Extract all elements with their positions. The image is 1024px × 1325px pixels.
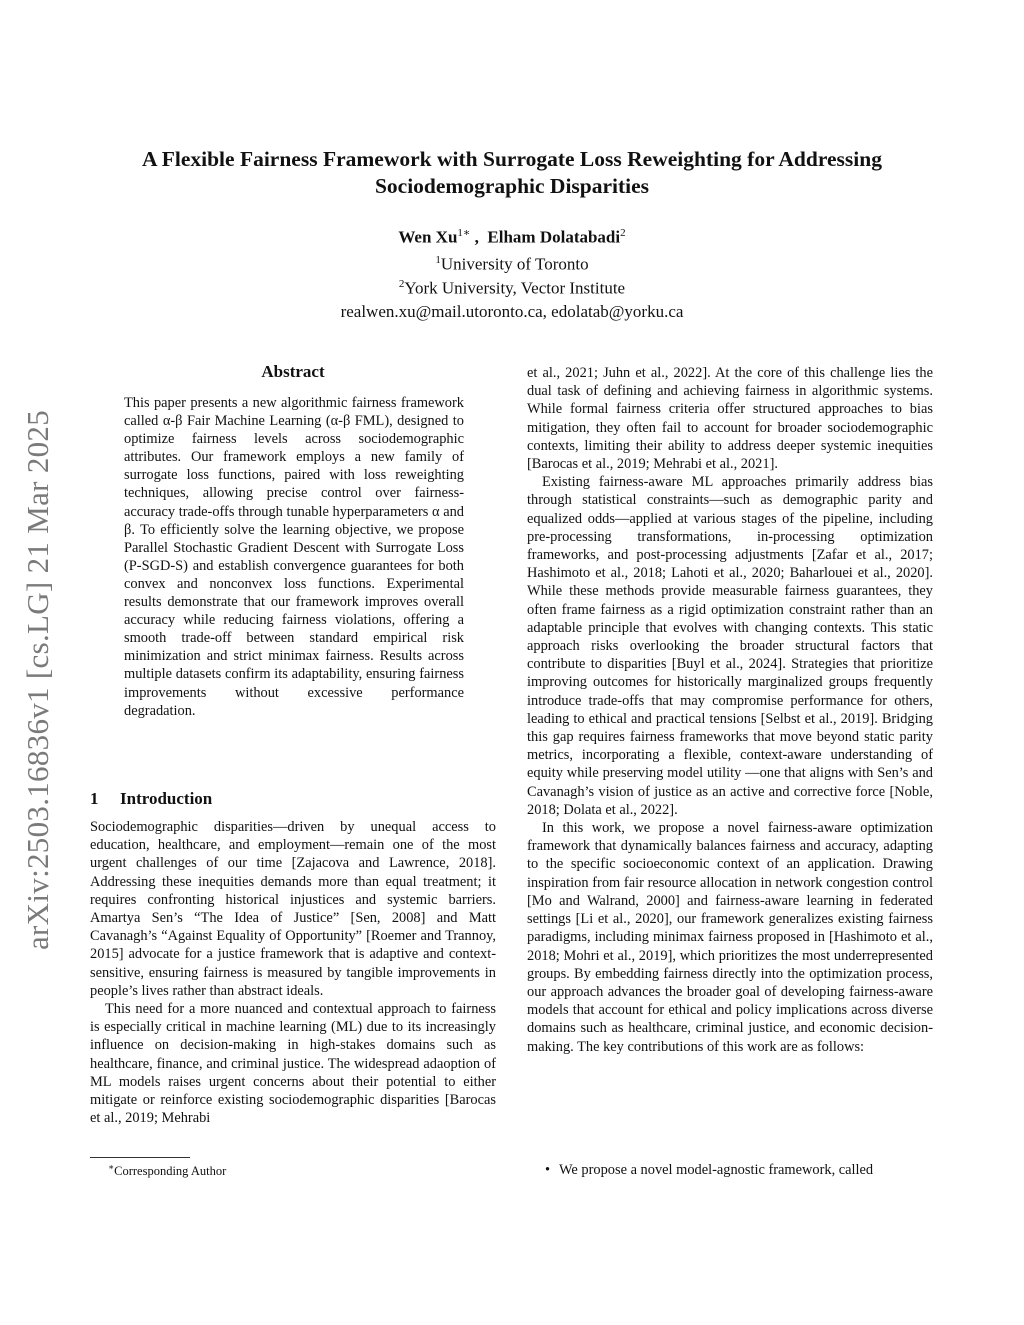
author-1-mark: 1∗ — [457, 227, 471, 239]
arxiv-stamp: arXiv:2503.16836v1 [cs.LG] 21 Mar 2025 — [20, 409, 55, 950]
abstract-heading: Abstract — [261, 362, 325, 381]
author-list — [0, 226, 1024, 248]
footnote-mark: ∗ — [108, 1162, 115, 1172]
affiliation-2-mark: 2 — [398, 278, 405, 290]
right-paragraph-1: et al., 2021; Juhn et al., 2022]. At the core of this challenge lies the dual task of defining and achieving fairness in algorithmic systems. While formal fairness criteria offer structured approaches to bias mitigation, they often fail to account for broader sociodemographic contexts, limiting their ability to address deeper systemic inequities [Barocas et al., 2019; Mehrabi et al., 2021]. — [527, 365, 933, 473]
intro-paragraph-2: This need for a more nuanced and contextual approach to fairness is especially critical in machine learning (ML) due to its increasingly influence on decision-making in high-stakes domains such as healthcare, finance, and criminal justice. The widespread adaoption of ML models raises urgent concerns about their potential to either mitigate or reinforce existing sociodemographic disparities [Barocas et al., 2019; Mehrabi — [90, 1001, 496, 1127]
bullet-dot: • — [545, 1162, 551, 1178]
title-line-2: Sociodemographic Disparities — [374, 174, 650, 198]
author-2-name: Elham Dolatabadi — [487, 227, 621, 247]
section-heading — [90, 789, 212, 809]
author-1-name: Wen Xu — [398, 227, 458, 247]
paper-title — [80, 146, 944, 200]
footnote — [108, 1162, 226, 1179]
contribution-bullet — [545, 1162, 933, 1179]
author-separator: , — [470, 227, 488, 247]
affiliation-2 — [0, 278, 1024, 299]
intro-paragraph-1: Sociodemographic disparities—driven by unequal access to education, healthcare, and employment—remain one of the most urgent challenges of our time [Zajacova and Lawrence, 2018]. Addressing these inequities demands more than equal treatment; it requires confronting historical injustices and systemic barriers. Amartya Sen’s “The Idea of Justice” [Sen, 2008] and Matt Cavanagh’s “Against Equality of Opportunity” [Roemer and Trannoy, 2015] advocate for a justice framework that is adaptive and context-sensitive, ensuring fairness is measured by tangible improvements in people’s lives rather than abstract ideals. — [90, 819, 496, 999]
affiliation-2-text: York University, Vector Institute — [404, 278, 626, 298]
footnote-text: Corresponding Author — [114, 1164, 227, 1179]
bullet-text: We propose a novel model-agnostic framework, called — [559, 1162, 874, 1178]
right-paragraph-2: Existing fairness-aware ML approaches primarily address bias through statistical constraints—such as demographic parity and equalized odds—applied at various stages of the pipeline, including pre-processing transformations, in-processing optimization frameworks, and post-processing adjustments [Zafar et al., 2017; Hashimoto et al., 2018; Lahoti et al., 2020; Baharlouei et al., 2020]. While these methods provide measurable fairness guarantees, they often frame fairness as a rigid optimization constraint rather than an adaptable principle that evolves with changing contexts. This static approach risks overlooking the broader structural factors that contribute to disparities [Buyl et al., 2024]. Strategies that prioritize improving outcomes for historically marginalized groups frequently introduce trade-offs that may compromise performance for others, leading to ethical and practical tensions [Selbst et al., 2019]. Bridging this gap requires fairness frameworks that move beyond static parity metrics, incorporating a flexible, context-aware understanding of equity while preserving model utility —one that aligns with Sen’s and Cavanagh’s vision of justice as an active and corrective force [Noble, 2018; Dolata et al., 2022]. — [527, 474, 933, 818]
left-column-body — [90, 818, 496, 1127]
section-title: Introduction — [120, 789, 213, 808]
affiliation-1-mark: 1 — [435, 254, 441, 266]
section-number: 1 — [90, 789, 99, 808]
author-emails: realwen.xu@mail.utoronto.ca, edolatab@yorku.ca — [340, 302, 684, 321]
right-column-body — [527, 364, 933, 1056]
footnote-rule — [90, 1157, 190, 1158]
right-paragraph-3: In this work, we propose a novel fairness-aware optimization framework that dynamically balances fairness and accuracy, adapting to the specific socioeconomic context of an application. Drawing inspiration from fair resource allocation in network congestion control [Mo and Walrand, 2000] and fairness-aware learning in federated settings [Li et al., 2020], our framework generalizes existing fairness paradigms, including minimax fairness proposed in [Hashimoto et al., 2018; Mohri et al., 2019], which prioritizes the most underrepresented groups. By embedding fairness directly into the optimization process, our approach advances the broader goal of developing fairness-aware models that account for ethical and policy implications across diverse domains such as healthcare, criminal justice, and economic decision-making. The key contributions of this work are as follows: — [527, 820, 933, 1055]
affiliation-1 — [0, 254, 1024, 275]
affiliation-1-text: University of Toronto — [440, 254, 589, 274]
title-line-1: A Flexible Fairness Framework with Surrogate Loss Reweighting for Addressing — [142, 147, 882, 171]
author-2-mark: 2 — [620, 227, 626, 239]
abstract-body: This paper presents a new algorithmic fairness framework called α-β Fair Machine Learning (α-β FML), designed to optimize fairness levels across sociodemographic attributes. Our framework employs a new family of surrogate loss functions, paired with loss reweighting techniques, allowing precise control over fairness-accuracy trade-offs through tunable hyperparameters α and β. To efficiently solve the learning objective, we propose Parallel Stochastic Gradient Descent with Surrogate Loss (P-SGD-S) and establish convergence guarantees for both convex and nonconvex loss functions. Experimental results demonstrate that our framework improves overall accuracy while reducing fairness violations, offering a smooth trade-off between standard empirical risk minimization and strict minimax fairness. Results across multiple datasets confirm its adaptability, ensuring fairness improvements without excessive performance degradation. — [124, 395, 464, 719]
